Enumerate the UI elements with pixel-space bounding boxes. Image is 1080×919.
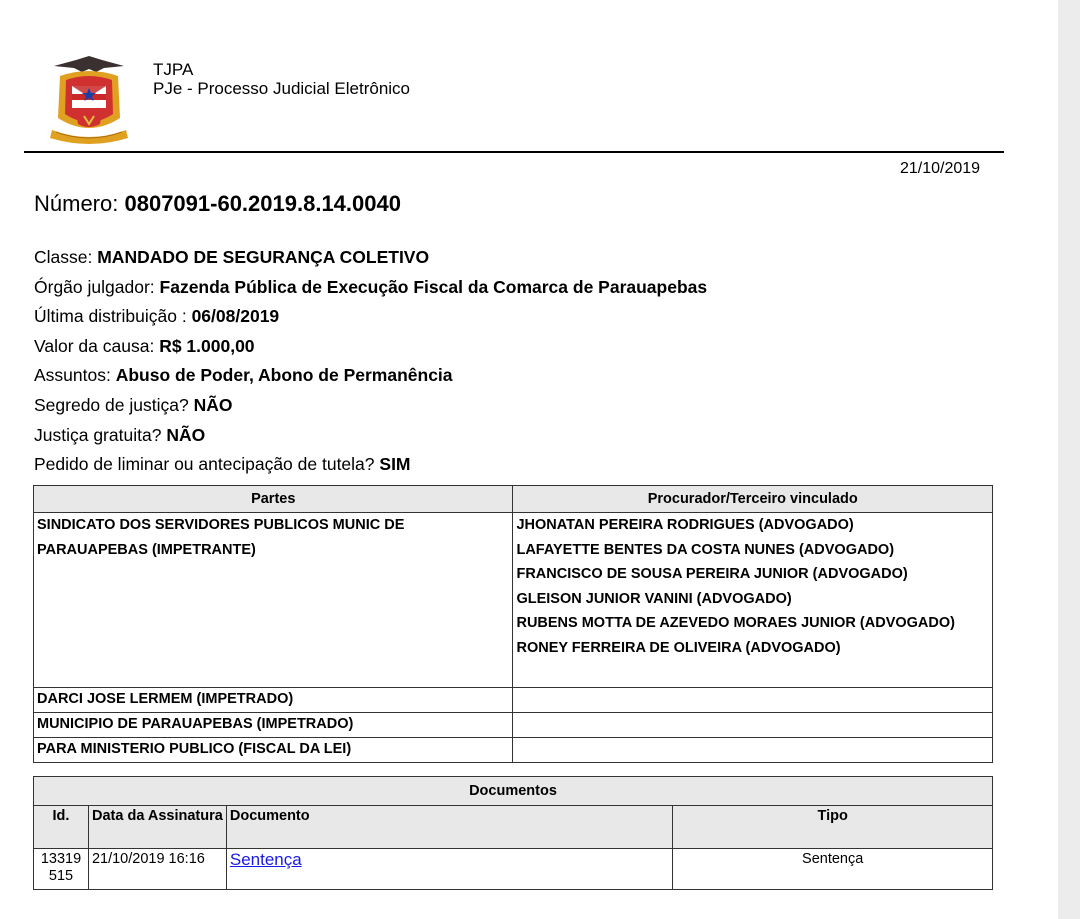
- table-row: [34, 513, 993, 688]
- side-strip: [1058, 0, 1080, 919]
- field-label: Assuntos:: [34, 365, 111, 386]
- field-label: Valor da causa:: [34, 335, 155, 356]
- field-assuntos: [34, 363, 707, 393]
- lawyer-name: FRANCISCO DE SOUSA PEREIRA JUNIOR (ADVOGADO): [516, 566, 908, 582]
- col-date-header: Data da Assinatura: [88, 806, 226, 849]
- field-segredo-justica: [34, 393, 707, 423]
- field-value: Fazenda Pública de Execução Fiscal da Comarca de Parauapebas: [159, 276, 708, 297]
- lawyer-name: LAFAYETTE BENTES DA COSTA NUNES (ADVOGADO): [516, 541, 895, 558]
- col-document-header: Documento: [226, 806, 672, 849]
- field-value: Abuso de Poder, Abono de Permanência: [115, 365, 453, 386]
- field-value: 06/08/2019: [191, 306, 280, 327]
- party-name: PARA MINISTERIO PUBLICO (FISCAL DA LEI): [34, 738, 513, 763]
- field-label: Pedido de liminar ou antecipação de tutela?: [34, 454, 375, 475]
- field-orgao-julgador: [34, 275, 707, 305]
- court-name: TJPA: [153, 60, 194, 79]
- lawyer-name: GLEISON JUNIOR VANINI (ADVOGADO): [516, 590, 792, 607]
- document-type: Sentença: [673, 849, 993, 890]
- report-date: 21/10/2019: [900, 160, 981, 177]
- process-fields: [34, 245, 707, 482]
- field-justica-gratuita: [34, 423, 707, 453]
- documents-table: [33, 776, 993, 890]
- process-number: [34, 191, 401, 217]
- header-divider: [24, 151, 1004, 153]
- parties-table: [33, 485, 993, 763]
- lawyer-list: [513, 688, 993, 713]
- party-name: SINDICATO DOS SERVIDORES PUBLICOS MUNIC DE PARAUAPEBAS (IMPETRANTE): [34, 513, 513, 688]
- party-name: MUNICIPIO DE PARAUAPEBAS (IMPETRADO): [34, 713, 513, 738]
- field-label: Órgão julgador:: [34, 276, 155, 297]
- field-label: Segredo de justiça?: [34, 394, 189, 415]
- document-id: 13319515: [34, 849, 89, 890]
- field-value: R$ 1.000,00: [159, 335, 255, 356]
- table-row: [34, 738, 993, 763]
- field-label: Classe:: [34, 247, 93, 267]
- field-classe: [34, 245, 707, 275]
- field-label: Justiça gratuita?: [34, 424, 162, 445]
- field-value: SIM: [379, 454, 411, 475]
- procurador-header: Procurador/Terceiro vinculado: [513, 486, 993, 513]
- document-cell: [226, 849, 672, 890]
- process-number-label: Número:: [34, 191, 119, 216]
- document-link[interactable]: Sentença: [229, 850, 302, 869]
- tjpa-coat-of-arms-logo: [46, 52, 132, 144]
- party-name: DARCI JOSE LERMEM (IMPETRADO): [34, 688, 513, 713]
- lawyer-name: RONEY FERREIRA DE OLIVEIRA (ADVOGADO): [516, 639, 841, 656]
- field-valor-causa: [34, 334, 707, 364]
- table-row: [34, 849, 993, 890]
- lawyer-list: [513, 738, 993, 763]
- parties-header: Partes: [34, 486, 513, 513]
- col-id-header: Id.: [34, 806, 89, 849]
- system-name: PJe - Processo Judicial Eletrônico: [153, 79, 411, 98]
- process-number-value: 0807091-60.2019.8.14.0040: [124, 191, 401, 216]
- court-header: [153, 60, 410, 98]
- documents-title: Documentos: [34, 777, 993, 806]
- lawyer-list: [513, 713, 993, 738]
- field-label: Última distribuição :: [34, 306, 187, 327]
- lawyer-name: RUBENS MOTTA DE AZEVEDO MORAES JUNIOR (ADVOGADO): [516, 615, 955, 631]
- document-date: 21/10/2019 16:16: [88, 849, 226, 890]
- field-pedido-liminar: [34, 452, 707, 482]
- table-row: [34, 688, 993, 713]
- field-value: NÃO: [193, 394, 233, 415]
- col-type-header: Tipo: [673, 806, 993, 849]
- table-row: [34, 713, 993, 738]
- field-value: NÃO: [166, 424, 206, 445]
- field-ultima-distribuicao: [34, 304, 707, 334]
- lawyer-list: [513, 513, 993, 688]
- field-value: MANDADO DE SEGURANÇA COLETIVO: [97, 247, 430, 267]
- lawyer-name: JHONATAN PEREIRA RODRIGUES (ADVOGADO): [516, 517, 854, 533]
